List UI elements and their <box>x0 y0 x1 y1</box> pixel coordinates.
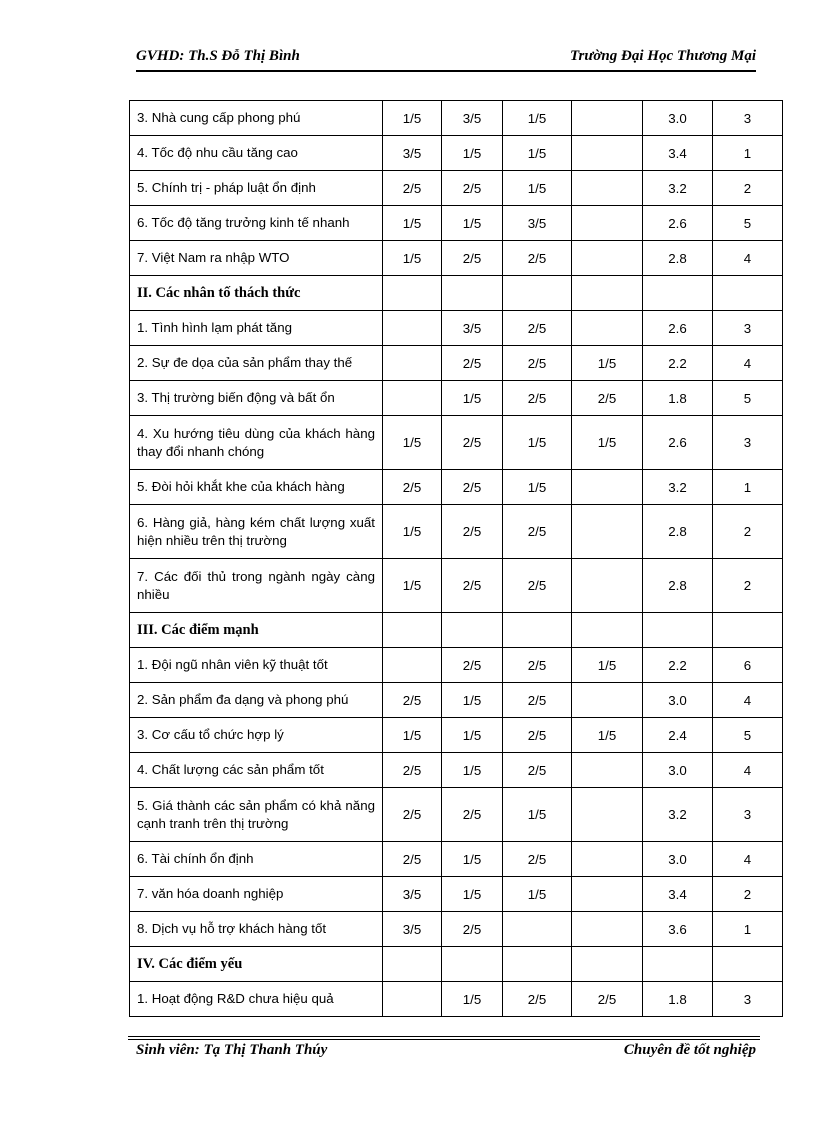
rating-cell <box>383 311 442 346</box>
rating-cell: 2/5 <box>503 346 572 381</box>
rating-cell: 2/5 <box>442 788 503 842</box>
rating-cell <box>572 559 643 613</box>
rank-cell <box>713 947 783 982</box>
section-row <box>130 276 783 311</box>
rating-cell <box>503 613 572 648</box>
score-cell: 1.8 <box>643 982 713 1017</box>
rating-cell: 1/5 <box>442 718 503 753</box>
section-heading: II. Các nhân tố thách thức <box>130 276 383 311</box>
rating-cell <box>572 276 643 311</box>
rating-cell <box>572 753 643 788</box>
criterion-label: 6. Hàng giả, hàng kém chất lượng xuất hiện nhiều trên thị trường <box>130 505 383 559</box>
rating-cell <box>572 613 643 648</box>
rating-cell <box>442 276 503 311</box>
rank-cell: 4 <box>713 241 783 276</box>
rating-cell: 1/5 <box>383 101 442 136</box>
criterion-label: 3. Thị trường biến động và bất ổn <box>130 381 383 416</box>
rating-cell <box>572 206 643 241</box>
table-row <box>130 346 783 381</box>
header-university: Trường Đại Học Thương Mại <box>569 48 756 64</box>
rating-cell: 1/5 <box>503 136 572 171</box>
rank-cell: 4 <box>713 842 783 877</box>
score-cell: 3.0 <box>643 101 713 136</box>
rank-cell: 3 <box>713 788 783 842</box>
rating-cell: 2/5 <box>442 505 503 559</box>
footer-rule <box>128 1036 760 1037</box>
rating-cell: 2/5 <box>503 982 572 1017</box>
score-cell: 3.4 <box>643 136 713 171</box>
rating-cell: 1/5 <box>442 842 503 877</box>
rank-cell: 3 <box>713 101 783 136</box>
rating-cell <box>383 276 442 311</box>
rating-cell: 2/5 <box>383 470 442 505</box>
rating-cell: 2/5 <box>442 912 503 947</box>
criterion-label: 4. Tốc độ nhu cầu tăng cao <box>130 136 383 171</box>
rating-cell: 2/5 <box>383 171 442 206</box>
rating-cell: 2/5 <box>383 788 442 842</box>
rank-cell: 1 <box>713 912 783 947</box>
criterion-label: 2. Sự đe dọa của sản phẩm thay thế <box>130 346 383 381</box>
criterion-label: 7. Các đối thủ trong ngành ngày càng nhiều <box>130 559 383 613</box>
rating-cell <box>572 505 643 559</box>
table-row <box>130 136 783 171</box>
criterion-label: 1. Hoạt động R&D chưa hiệu quả <box>130 982 383 1017</box>
score-cell: 3.0 <box>643 753 713 788</box>
score-cell <box>643 276 713 311</box>
rating-cell: 2/5 <box>503 842 572 877</box>
rating-cell: 2/5 <box>442 416 503 470</box>
rating-cell: 1/5 <box>503 416 572 470</box>
rating-cell <box>572 683 643 718</box>
score-cell: 2.8 <box>643 559 713 613</box>
header-rule <box>136 70 756 72</box>
rating-cell <box>383 648 442 683</box>
criterion-label: 5. Đòi hỏi khắt khe của khách hàng <box>130 470 383 505</box>
criterion-label: 2. Sản phẩm đa dạng và phong phú <box>130 683 383 718</box>
table-row <box>130 648 783 683</box>
rating-cell <box>383 381 442 416</box>
rank-cell: 6 <box>713 648 783 683</box>
rating-cell <box>572 877 643 912</box>
score-cell: 3.4 <box>643 877 713 912</box>
rating-cell: 3/5 <box>442 101 503 136</box>
rating-cell: 2/5 <box>503 753 572 788</box>
rating-cell: 1/5 <box>572 416 643 470</box>
table-row <box>130 171 783 206</box>
rating-cell <box>442 947 503 982</box>
rank-cell: 3 <box>713 982 783 1017</box>
rating-cell: 2/5 <box>442 171 503 206</box>
footer-title: Chuyên đề tốt nghiệp <box>623 1042 756 1058</box>
rating-cell: 1/5 <box>383 718 442 753</box>
rating-cell: 2/5 <box>503 381 572 416</box>
rating-cell: 1/5 <box>572 718 643 753</box>
criterion-label: 3. Cơ cấu tổ chức hợp lý <box>130 718 383 753</box>
rating-cell: 1/5 <box>383 241 442 276</box>
rating-cell <box>572 311 643 346</box>
criterion-label: 6. Tốc độ tăng trưởng kinh tế nhanh <box>130 206 383 241</box>
score-cell: 2.6 <box>643 311 713 346</box>
rating-cell <box>572 912 643 947</box>
evaluation-table <box>129 100 783 1017</box>
rating-cell: 1/5 <box>442 683 503 718</box>
rating-cell: 1/5 <box>442 982 503 1017</box>
rating-cell: 3/5 <box>383 877 442 912</box>
section-row <box>130 613 783 648</box>
rating-cell <box>383 613 442 648</box>
rating-cell: 1/5 <box>442 877 503 912</box>
rank-cell: 3 <box>713 416 783 470</box>
table-row <box>130 877 783 912</box>
rating-cell: 1/5 <box>503 470 572 505</box>
criterion-label: 1. Đội ngũ nhân viên kỹ thuật tốt <box>130 648 383 683</box>
rating-cell <box>503 912 572 947</box>
rank-cell: 1 <box>713 136 783 171</box>
rank-cell: 2 <box>713 877 783 912</box>
page-header <box>136 48 756 70</box>
rating-cell: 2/5 <box>383 842 442 877</box>
score-cell <box>643 613 713 648</box>
rating-cell: 2/5 <box>503 648 572 683</box>
rating-cell: 2/5 <box>572 381 643 416</box>
score-cell: 3.0 <box>643 842 713 877</box>
table-row <box>130 718 783 753</box>
rating-cell: 3/5 <box>442 311 503 346</box>
score-cell: 3.2 <box>643 470 713 505</box>
criterion-label: 3. Nhà cung cấp phong phú <box>130 101 383 136</box>
rating-cell: 2/5 <box>503 683 572 718</box>
rating-cell <box>572 171 643 206</box>
score-cell <box>643 947 713 982</box>
rank-cell: 2 <box>713 559 783 613</box>
rating-cell: 2/5 <box>383 753 442 788</box>
score-cell: 2.2 <box>643 648 713 683</box>
table-row <box>130 505 783 559</box>
criterion-label: 6. Tài chính ổn định <box>130 842 383 877</box>
rating-cell: 1/5 <box>383 559 442 613</box>
rating-cell: 2/5 <box>503 718 572 753</box>
score-cell: 3.2 <box>643 788 713 842</box>
rating-cell: 2/5 <box>442 346 503 381</box>
rating-cell <box>572 101 643 136</box>
rating-cell: 2/5 <box>503 559 572 613</box>
rating-cell: 1/5 <box>572 648 643 683</box>
score-cell: 2.4 <box>643 718 713 753</box>
rank-cell: 2 <box>713 505 783 559</box>
rank-cell: 4 <box>713 753 783 788</box>
table-row <box>130 683 783 718</box>
rating-cell: 3/5 <box>503 206 572 241</box>
rating-cell <box>442 613 503 648</box>
criterion-label: 4. Chất lượng các sản phẩm tốt <box>130 753 383 788</box>
table-row <box>130 241 783 276</box>
table-row <box>130 842 783 877</box>
rating-cell <box>503 276 572 311</box>
rating-cell: 3/5 <box>383 136 442 171</box>
rating-cell: 1/5 <box>503 877 572 912</box>
rating-cell <box>383 947 442 982</box>
rating-cell: 1/5 <box>442 381 503 416</box>
score-cell: 2.6 <box>643 416 713 470</box>
criterion-label: 5. Chính trị - pháp luật ổn định <box>130 171 383 206</box>
table-row <box>130 101 783 136</box>
rating-cell <box>572 842 643 877</box>
criterion-label: 5. Giá thành các sản phẩm có khả năng cạnh tranh trên thị trường <box>130 788 383 842</box>
rating-cell: 1/5 <box>503 171 572 206</box>
rating-cell <box>383 982 442 1017</box>
score-cell: 2.8 <box>643 505 713 559</box>
criterion-label: 1. Tình hình lạm phát tăng <box>130 311 383 346</box>
rating-cell <box>383 346 442 381</box>
score-cell: 3.2 <box>643 171 713 206</box>
table-row <box>130 470 783 505</box>
section-heading: IV. Các điểm yếu <box>130 947 383 982</box>
rating-cell: 1/5 <box>442 136 503 171</box>
table-row <box>130 381 783 416</box>
rating-cell: 1/5 <box>383 505 442 559</box>
rating-cell <box>572 241 643 276</box>
rank-cell: 1 <box>713 470 783 505</box>
criterion-label: 7. văn hóa doanh nghiệp <box>130 877 383 912</box>
rank-cell: 4 <box>713 346 783 381</box>
rating-cell: 2/5 <box>503 241 572 276</box>
rating-cell: 1/5 <box>503 788 572 842</box>
rating-cell <box>572 788 643 842</box>
rating-cell: 3/5 <box>383 912 442 947</box>
table-row <box>130 416 783 470</box>
criterion-label: 4. Xu hướng tiêu dùng của khách hàng thay đổi nhanh chóng <box>130 416 383 470</box>
footer-student: Sinh viên: Tạ Thị Thanh Thúy <box>136 1042 328 1058</box>
rating-cell: 2/5 <box>442 470 503 505</box>
rating-cell <box>572 947 643 982</box>
rating-cell: 2/5 <box>572 982 643 1017</box>
rating-cell: 2/5 <box>442 559 503 613</box>
rank-cell: 3 <box>713 311 783 346</box>
rating-cell: 2/5 <box>442 241 503 276</box>
rating-cell: 1/5 <box>572 346 643 381</box>
rating-cell: 1/5 <box>442 206 503 241</box>
table-row <box>130 982 783 1017</box>
rating-cell <box>503 947 572 982</box>
rating-cell: 1/5 <box>442 753 503 788</box>
score-cell: 2.6 <box>643 206 713 241</box>
page-footer <box>136 1042 756 1064</box>
footer-rule-double <box>128 1039 760 1040</box>
score-cell: 2.8 <box>643 241 713 276</box>
rating-cell <box>572 136 643 171</box>
table-row <box>130 753 783 788</box>
rating-cell: 1/5 <box>503 101 572 136</box>
rank-cell: 2 <box>713 171 783 206</box>
rank-cell: 5 <box>713 718 783 753</box>
rating-cell: 2/5 <box>503 311 572 346</box>
table-row <box>130 788 783 842</box>
rank-cell <box>713 613 783 648</box>
table-row <box>130 559 783 613</box>
rating-cell: 2/5 <box>503 505 572 559</box>
section-row <box>130 947 783 982</box>
rating-cell: 1/5 <box>383 206 442 241</box>
criterion-label: 7. Việt Nam ra nhập WTO <box>130 241 383 276</box>
rank-cell: 4 <box>713 683 783 718</box>
rating-cell: 2/5 <box>383 683 442 718</box>
section-heading: III. Các điểm mạnh <box>130 613 383 648</box>
score-cell: 2.2 <box>643 346 713 381</box>
criterion-label: 8. Dịch vụ hỗ trợ khách hàng tốt <box>130 912 383 947</box>
rank-cell: 5 <box>713 206 783 241</box>
rating-cell <box>572 470 643 505</box>
rating-cell: 1/5 <box>383 416 442 470</box>
rank-cell <box>713 276 783 311</box>
table-row <box>130 311 783 346</box>
table-row <box>130 912 783 947</box>
rank-cell: 5 <box>713 381 783 416</box>
rating-cell: 2/5 <box>442 648 503 683</box>
header-instructor: GVHD: Th.S Đỗ Thị Bình <box>136 48 300 64</box>
score-cell: 3.0 <box>643 683 713 718</box>
table-row <box>130 206 783 241</box>
score-cell: 1.8 <box>643 381 713 416</box>
score-cell: 3.6 <box>643 912 713 947</box>
